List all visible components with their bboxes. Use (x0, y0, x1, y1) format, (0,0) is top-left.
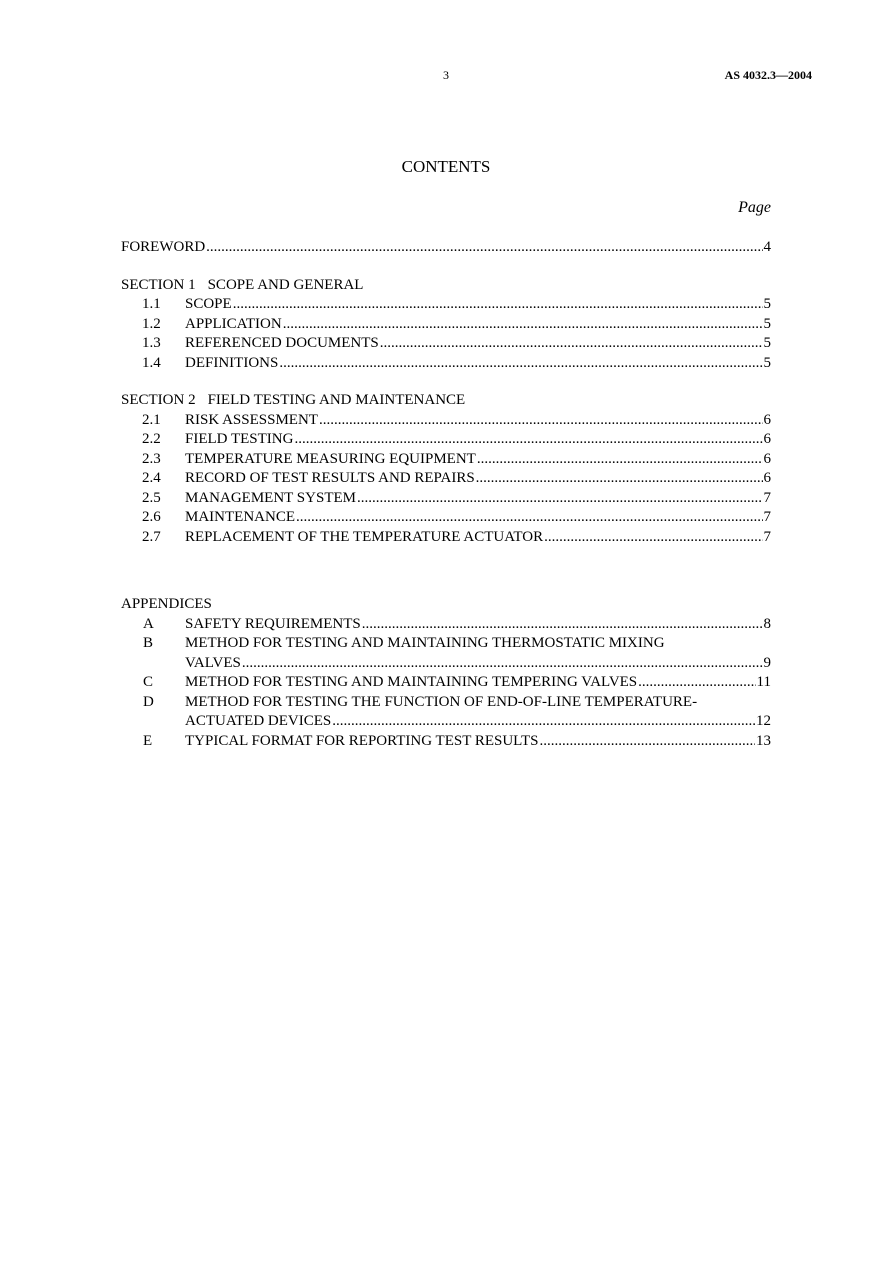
toc-entry-page: 12 (756, 713, 771, 729)
toc-entry[interactable] (121, 508, 771, 528)
dot-leader (319, 411, 763, 431)
table-of-contents (121, 238, 771, 751)
toc-entry-title: TEMPERATURE MEASURING EQUIPMENT (185, 450, 476, 467)
toc-entry-page: 7 (763, 509, 771, 525)
dot-leader (206, 238, 762, 258)
toc-entry-foreword[interactable] (121, 238, 771, 258)
toc-entry-page: 11 (756, 674, 771, 690)
appendix-letter: C (143, 674, 154, 690)
clause-number: 2.3 (142, 450, 161, 467)
toc-entry[interactable] (121, 469, 771, 489)
dot-leader (296, 508, 763, 528)
toc-entry-page: 6 (763, 411, 771, 428)
dot-leader (380, 334, 763, 354)
appendix-entry[interactable] (121, 673, 771, 693)
toc-entry-title: REFERENCED DOCUMENTS (185, 335, 379, 351)
section-label: SECTION 2 (121, 392, 196, 408)
toc-entry-title: VALVES (185, 654, 241, 671)
clause-number: 2.1 (142, 411, 161, 428)
toc-entry-title: DEFINITIONS (185, 354, 279, 371)
clause-number: 2.7 (142, 528, 161, 545)
toc-entry[interactable] (121, 315, 771, 335)
dot-leader (362, 615, 763, 635)
toc-entry-title: RISK ASSESSMENT (185, 411, 318, 428)
toc-entry-page: 7 (763, 489, 771, 506)
appendices-heading: APPENDICES (121, 596, 212, 612)
toc-entry-page: 9 (763, 654, 771, 671)
toc-entry-title: SCOPE (185, 296, 232, 312)
clause-number: 2.5 (142, 489, 161, 506)
standard-identifier: AS 4032.3—2004 (724, 68, 812, 82)
dot-leader (242, 654, 763, 674)
appendix-entry[interactable] (121, 732, 771, 752)
toc-entry-page: 8 (763, 615, 771, 632)
toc-entry-page: 7 (763, 528, 771, 545)
toc-entry-page: 5 (763, 335, 771, 351)
toc-entry[interactable] (121, 295, 771, 315)
toc-entry-page: 6 (763, 450, 771, 467)
dot-leader (638, 673, 755, 693)
toc-entry-page: 4 (763, 239, 771, 255)
toc-entry-title: APPLICATION (185, 315, 282, 332)
toc-entry-title: TYPICAL FORMAT FOR REPORTING TEST RESULTS (185, 732, 539, 749)
section-heading (121, 276, 771, 296)
page-number: 3 (443, 68, 449, 82)
clause-number: 1.1 (142, 296, 161, 312)
toc-entry-page: 6 (763, 470, 771, 486)
toc-entry-title: FOREWORD (121, 239, 206, 255)
clause-number: 1.4 (142, 354, 161, 371)
toc-entry-page: 6 (763, 431, 771, 447)
contents-title: CONTENTS (401, 157, 491, 176)
dot-leader (357, 489, 763, 509)
section-title: SCOPE AND GENERAL (207, 276, 364, 293)
toc-entry-page: 5 (763, 354, 771, 371)
toc-entry-title: ACTUATED DEVICES (185, 713, 332, 729)
dot-leader (283, 315, 763, 335)
section-title: FIELD TESTING AND MAINTENANCE (207, 392, 466, 408)
clause-number: 2.6 (142, 509, 161, 525)
toc-entry-title: RECORD OF TEST RESULTS AND REPAIRS (185, 470, 475, 486)
toc-entry-title: MANAGEMENT SYSTEM (185, 489, 356, 506)
toc-entry-page: 13 (756, 732, 771, 749)
toc-entry-title: FIELD TESTING (185, 431, 294, 447)
toc-entry-title-line: METHOD FOR TESTING THE FUNCTION OF END-OF-LINE TEMPERATURE- (185, 693, 698, 710)
toc-entry-title: SAFETY REQUIREMENTS (185, 615, 361, 632)
page-column-heading: Page (738, 199, 771, 216)
clause-number: 2.4 (142, 470, 161, 486)
dot-leader (233, 295, 763, 315)
clause-number: 1.2 (142, 315, 161, 332)
section-label: SECTION 1 (121, 276, 196, 293)
toc-entry[interactable] (121, 334, 771, 354)
toc-entry-page: 5 (763, 296, 771, 312)
dot-leader (279, 354, 762, 374)
appendix-entry[interactable] (121, 615, 771, 635)
toc-entry[interactable] (121, 450, 771, 470)
toc-entry-title: MAINTENANCE (185, 509, 295, 525)
appendix-entry[interactable] (121, 693, 771, 732)
appendix-entry[interactable] (121, 634, 771, 673)
dot-leader (539, 732, 755, 752)
toc-entry[interactable] (121, 489, 771, 509)
appendix-letter: E (143, 732, 153, 749)
dot-leader (294, 430, 762, 450)
section-heading (121, 391, 771, 411)
dot-leader (477, 450, 763, 470)
toc-entry[interactable] (121, 354, 771, 374)
dot-leader (544, 528, 762, 548)
appendix-letter: A (143, 615, 154, 632)
toc-entry-page: 5 (763, 315, 771, 332)
dot-leader (332, 712, 755, 732)
clause-number: 2.2 (142, 431, 161, 447)
toc-entry-title: METHOD FOR TESTING AND MAINTAINING TEMPERING VALVES (185, 674, 638, 690)
toc-entry-title: REPLACEMENT OF THE TEMPERATURE ACTUATOR (185, 528, 544, 545)
appendix-letter: B (143, 635, 154, 651)
appendix-letter: D (143, 693, 154, 710)
toc-entry[interactable] (121, 411, 771, 431)
clause-number: 1.3 (142, 335, 161, 351)
toc-entry-title-line: METHOD FOR TESTING AND MAINTAINING THERMOSTATIC MIXING (185, 635, 665, 651)
toc-entry[interactable] (121, 430, 771, 450)
toc-entry[interactable] (121, 528, 771, 548)
dot-leader (476, 469, 763, 489)
